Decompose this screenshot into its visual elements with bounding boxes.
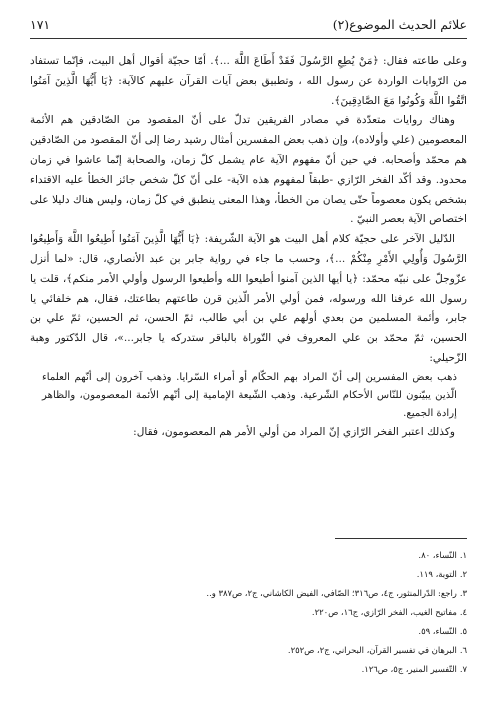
footnote-number: ٤. (459, 607, 467, 617)
footnote-text: مفاتيح الغيب، الفخر الرّازي، ج١٦، ص٢٢٠. (311, 607, 457, 617)
footnote (30, 622, 467, 641)
footnote (30, 641, 467, 660)
footnote-text: البرهان في تفسير القرآن، البحراني، ج٢، ص٢٥٢. (287, 645, 457, 655)
footnote-divider (335, 538, 467, 539)
footnote (30, 584, 467, 603)
footnote (30, 603, 467, 622)
footnote (30, 660, 467, 679)
footnote-number: ٢. (459, 569, 467, 579)
footnote-text: التوبة، ١١٩. (416, 569, 457, 579)
footnote-number: ٥. (459, 626, 467, 636)
paragraph: الدّليل الآخر على حجيّة كلام أهل البيت هو الآية الشّريفة: ﴿يَا أَيُّهَا الَّذِينَ آمَنُوا أَطِيعُوا اللَّهَ وَأَطِيعُوا الرَّسُولَ وَأُولِي الأَمْرِ مِنْكُمْ ...﴾، وحسب ما جاء في رواية جابر بن عبد الأنصاري، قال: «لما أنزل عزّوجلّ على نبيّه محمّد: ﴿يا أيها الذين آمنوا أطيعوا الله وأطيعوا الرسول وأولي الأمر منكم﴾، قلت يا رسول الله عرفنا الله ورسوله، فمن أولي الأمر الّذين قرن طاعتهم بطاعتك، فقال، هم خلفائي يا جابر، وأئمة المسلمين من بعدي أولهم علي بن أبي طالب، ثمّ الحسن، ثم الحسين، ثمّ علي بن الحسين، ثمّ محمّد بن علي المعروف في التّوراة بالباقر ستدركه يا جابر...»، قال الدّكتور وهبة الزّحيلي: (30, 233, 467, 364)
block-quote: ذهب بعض المفسرين إلى أنّ المراد بهم الحكّام أو أمراء السّرايا. وذهب آخرون إلى أنّهم العلماء الّذين يبيّنون للنّاس الأحكام الشّرعية. وذهب الشّيعة الإمامية إلى أنّهم الأئمة المعصومون، والظاهر إرادة الجميع. (42, 371, 457, 419)
footnote-number: ٦. (459, 645, 467, 655)
footnote-text: النّساء، ٨٠. (418, 550, 457, 560)
footnote (30, 546, 467, 565)
paragraph: وعلى طاعته فقال: ﴿مَنْ يُطِعِ الرَّسُولَ فَقَدْ أَطَاعَ اللَّهَ ...﴾. أمّا حجيّة أقوال أهل البيت، فإنّما تستفاد من الرّوايات الواردة عن رسول الله ، وتطبيق بعض آيات القرآن عليهم كالآية: ﴿يَا أَيُّهَا الَّذِينَ آمَنُوا اتَّقُوا اللَّهَ وَكُونُوا مَعَ الصَّادِقِينَ﴾. (30, 55, 467, 107)
paragraph: وكذلك اعتبر الفخر الرّازي إنّ المراد من أولي الأمر هم المعصومون، فقال: (133, 425, 455, 438)
paragraph: وهناك روايات متعدّدة في مصادر الفريقين تدلّ على أنّ المقصود من الصّادقين هم الأئمة المعصومين (علي وأولاده)، وإن ذهب بعض المفسرين أمثال رشيد رضا إلى أنّ المقصود من الصّادقين هم محمّد وأصحابه. في حين أنّ مفهوم الآية عام يشمل كلّ زمان، والصحابة إنّما عاشوا في زمان محدود. وقد أكّد الفخر الرّازي -طبقاً لمفهوم هذه الآية- على أنّ كلّ شخص جائز الخطأ عليه الاقتداء بشخص يكون معصوماً حتّى يصان من الخطأ، وهذا المعنى ينطبق في كلّ زمان، وليس هناك دليلا على اختصاص الآية بعصر النبيّ . (30, 114, 467, 226)
footnote-text: التّفسير المنير، ج٥، ص١٢٦. (361, 664, 457, 674)
footnote-text: النّساء، ٥٩. (418, 626, 457, 636)
footnote-number: ٧. (459, 664, 467, 674)
running-title: علائم الحديث الموضوع(٢) (332, 16, 467, 32)
page-header (30, 10, 467, 38)
footnote-number: ١. (459, 550, 467, 560)
footnote (30, 565, 467, 584)
footnote-text: راجع: الدّرالمنثور، ج٤، ص٣١٦؛ الصّافي، الفيض الكاشاني، ج٢، ص٣٨٧ و.. (206, 588, 457, 598)
footnotes (30, 546, 467, 679)
footnote-number: ٣. (459, 588, 467, 598)
main-text (30, 52, 467, 443)
header-divider (30, 38, 467, 39)
page-number: ١٧١ (30, 16, 51, 32)
